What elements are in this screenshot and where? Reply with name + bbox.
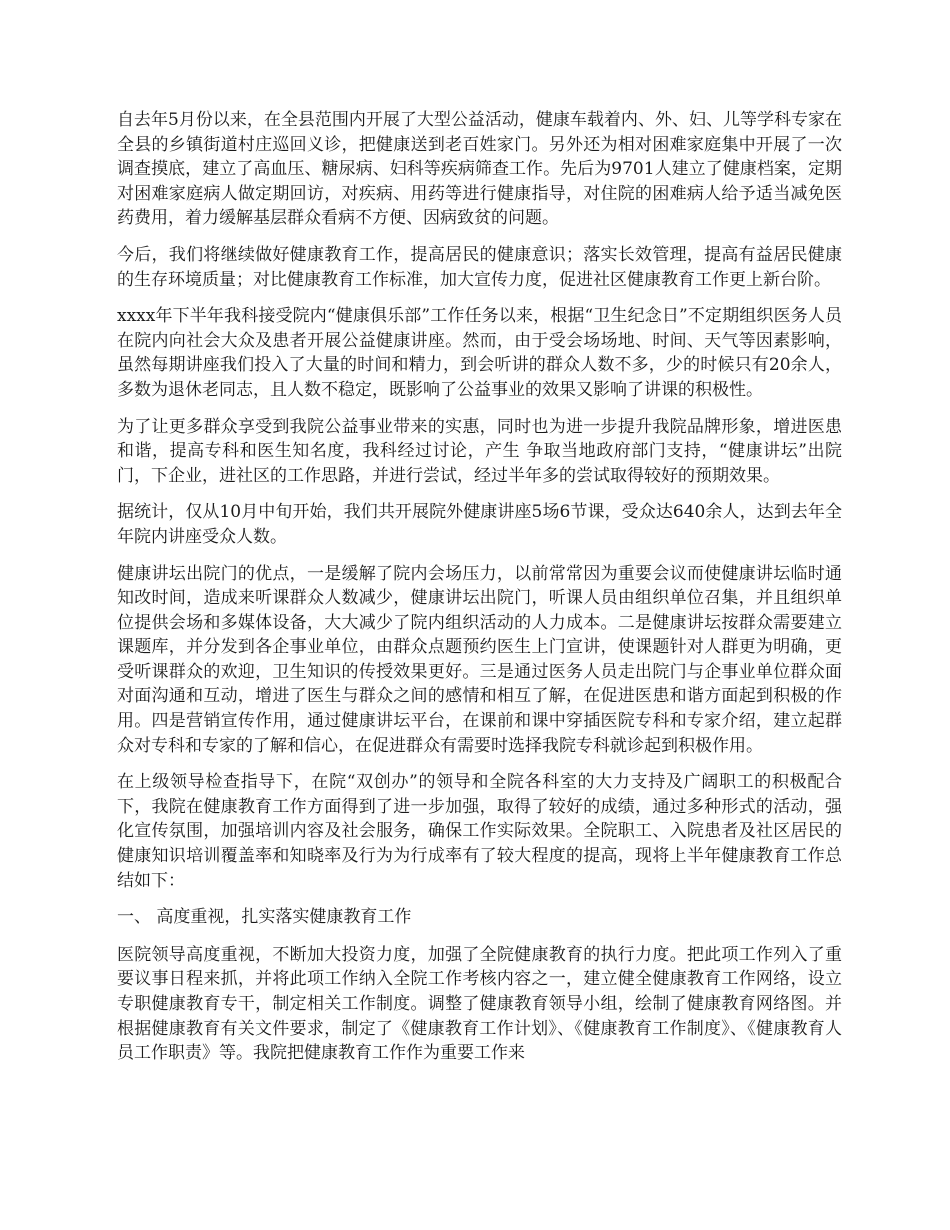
- paragraph-advantages: 健康讲坛出院门的优点，一是缓解了院内会场压力，以前常常因为重要会议而使健康讲坛临时通知改时间，造成来听课群众人数减少，健康讲坛出院门，听课人员由组织单位召集，并且组织单位提供会场和多媒体设备，大大减少了院内组织活动的人力成本。二是健康讲坛按群众需要建立课题库，并分发到各企事业单位，由群众点题预约医生上门宣讲，使课题针对人群更为明确，更受听课群众的欢迎，卫生知识的传授效果更好。三是通过医务人员走出院门与企事业单位群众面对面沟通和互动，增进了医生与群众之间的感情和相互了解，在促进医患和谐方面起到积极的作用。四是营销宣传作用，通过健康讲坛平台，在课前和课中穿插医院专科和专家介绍，建立起群众对专科和专家的了解和信心，在促进群众有需要时选择我院专科就诊起到积极作用。: [117, 563, 842, 756]
- paragraph-summary-intro: 在上级领导检查指导下，在院“双创办”的领导和全院各科室的大力支持及广阔职工的积极配合下，我院在健康教育工作方面得到了进一步加强，取得了较好的成绩，通过多种形式的活动，强化宣传氛围，加强培训内容及社会服务，确保工作实际效果。全院职工、入院患者及社区居民的健康知识培训覆盖率和知晓率及行为为行成率有了较大程度的提高，现将上半年健康教育工作总结如下：: [117, 772, 842, 891]
- paragraph-future-plans: 今后，我们将继续做好健康教育工作，提高居民的健康意识；落实长效管理，提高有益居民健康的生存环境质量；对比健康教育工作标准，加大宣传力度，促进社区健康教育工作更上新台阶。: [117, 244, 842, 290]
- document-body: [117, 108, 842, 1078]
- paragraph-public-welfare-clinic: 自去年5月份以来，在全县范围内开展了大型公益活动，健康车载着内、外、妇、儿等学科专家在全县的乡镇街道村庄巡回义诊，把健康送到老百姓家门。另外还为相对困难家庭集中开展了一次调查摸底，建立了高血压、糖尿病、妇科等疾病筛查工作。先后为9701人建立了健康档案，定期对困难家庭病人做定期回访，对疾病、用药等进行健康指导，对住院的困难病人给予适当减免医药费用，着力缓解基层群众看病不方便、因病致贫的问题。: [117, 110, 842, 229]
- paragraph-leadership-attention: 医院领导高度重视，不断加大投资力度，加强了全院健康教育的执行力度。把此项工作列入了重要议事日程来抓，并将此项工作纳入全院工作考核内容之一，建立健全健康教育工作网络，设立专职健康教育专干，制定相关工作制度。调整了健康教育领导小组，绘制了健康教育网络图。并根据健康教育有关文件要求，制定了《健康教育工作计划》、《健康教育工作制度》、《健康教育人员工作职责》等。我院把健康教育工作作为重要工作来: [117, 944, 842, 1064]
- paragraph-statistics: 据统计，仅从10月中旬开始，我们共开展院外健康讲座5场6节课，受众达640余人，达到去年全年院内讲座受众人数。: [117, 502, 842, 547]
- paragraph-lectures-outreach: 为了让更多群众享受到我院公益事业带来的实惠，同时也为进一步提升我院品牌形象，增进医患和谐，提高专科和医生知名度，我科经过讨论，产生 争取当地政府部门支持，“健康讲坛”出院门，下企业，进社区的工作思路，并进行尝试，经过半年多的尝试取得较好的预期效果。: [117, 416, 842, 486]
- section-heading-1: 一、 高度重视，扎实落实健康教育工作: [117, 907, 412, 928]
- paragraph-health-club-lectures: xxxx年下半年我科接受院内“健康俱乐部”工作任务以来，根据“卫生纪念日”不定期组织医务人员在院内向社会大众及患者开展公益健康讲座。然而，由于受会场场地、时间、天气等因素影响，虽然每期讲座我们投入了大量的时间和精力，到会听讲的群众人数不多，少的时候只有20余人，多数为退休老同志，且人数不稳定，既影响了公益事业的效果又影响了讲课的积极性。: [117, 306, 842, 400]
